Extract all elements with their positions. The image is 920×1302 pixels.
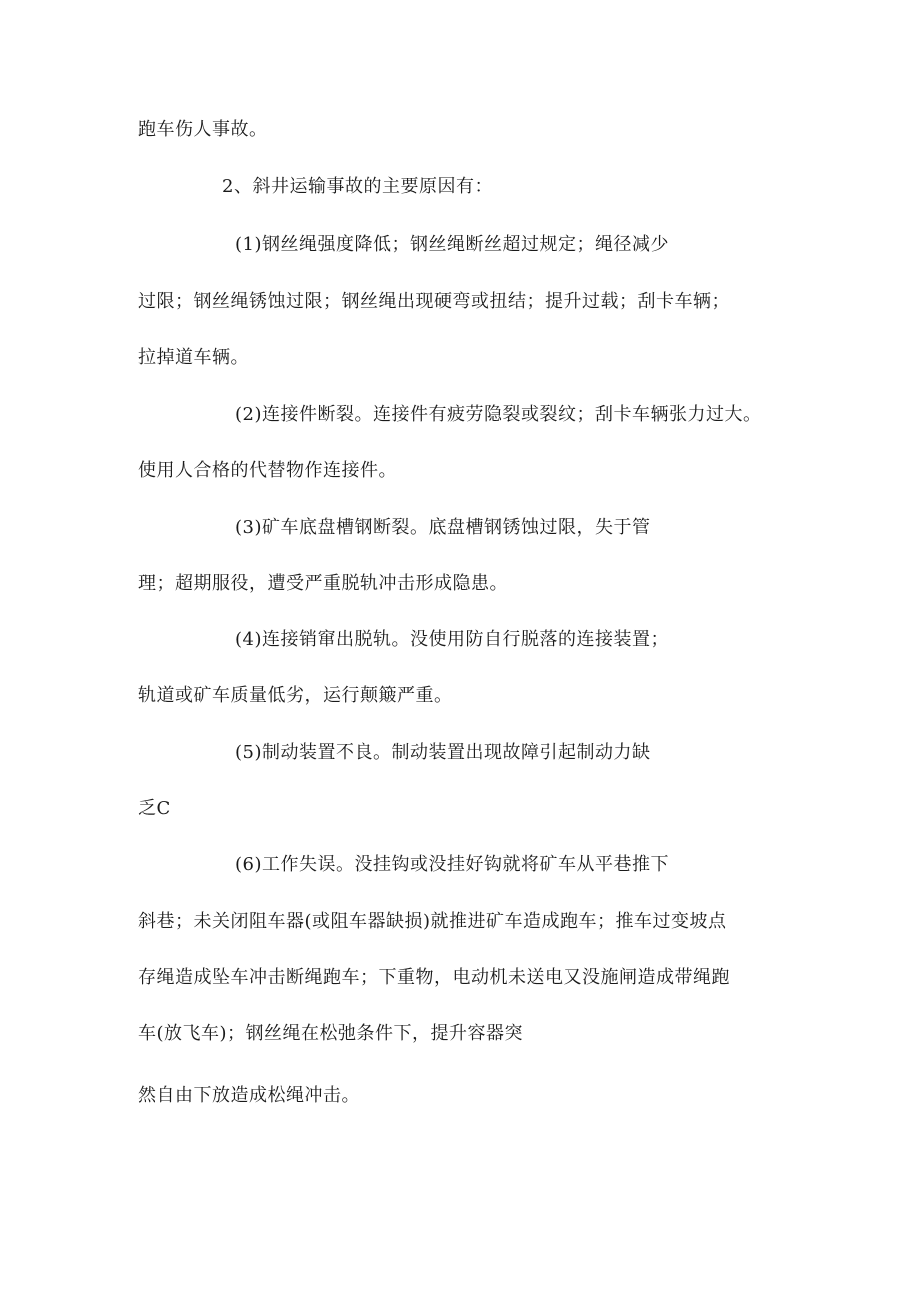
text-line: (6)工作失误。没挂钩或没挂好钩就将矿车从平巷推下 <box>235 854 669 875</box>
text-line: 理；超期服役，遭受严重脱轨冲击形成隐患。 <box>138 573 508 594</box>
text-line: 车(放飞车)；钢丝绳在松弛条件下，提升容器突 <box>138 1023 524 1044</box>
text-line: 存绳造成坠车冲击断绳跑车；下重物，电动机未送电又没施闸造成带绳跑 <box>138 967 730 988</box>
text-line: 轨道或矿车质量低劣，运行颠簸严重。 <box>138 685 453 706</box>
text-line: 乏C <box>138 798 171 819</box>
text-line: 斜巷；未关闭阻车器(或阻车器缺损)就推进矿车造成跑车；推车过变坡点 <box>138 911 727 932</box>
text-line: 过限；钢丝绳锈蚀过限；钢丝绳出现硬弯或扭结；提升过载；刮卡车辆； <box>138 291 730 312</box>
text-line: 拉掉道车辆。 <box>138 347 249 368</box>
text-line: (3)矿车底盘槽钢断裂。底盘槽钢锈蚀过限，失于管 <box>235 517 651 538</box>
text-line: 使用人合格的代替物作连接件。 <box>138 460 397 481</box>
text-line: (2)连接件断裂。连接件有疲劳隐裂或裂纹；刮卡车辆张力过大。 <box>235 404 762 425</box>
text-line: 然自由下放造成松绳冲击。 <box>138 1085 360 1106</box>
text-line: (1)钢丝绳强度降低；钢丝绳断丝超过规定；绳径减少 <box>235 234 669 255</box>
text-line: (4)连接销窜出脱轨。没使用防自行脱落的连接装置； <box>235 629 669 650</box>
text-line: 跑车伤人事故。 <box>138 119 268 140</box>
section-heading: 2、斜井运输事故的主要原因有： <box>222 176 493 197</box>
text-line: (5)制动装置不良。制动装置出现故障引起制动力缺 <box>235 742 651 763</box>
